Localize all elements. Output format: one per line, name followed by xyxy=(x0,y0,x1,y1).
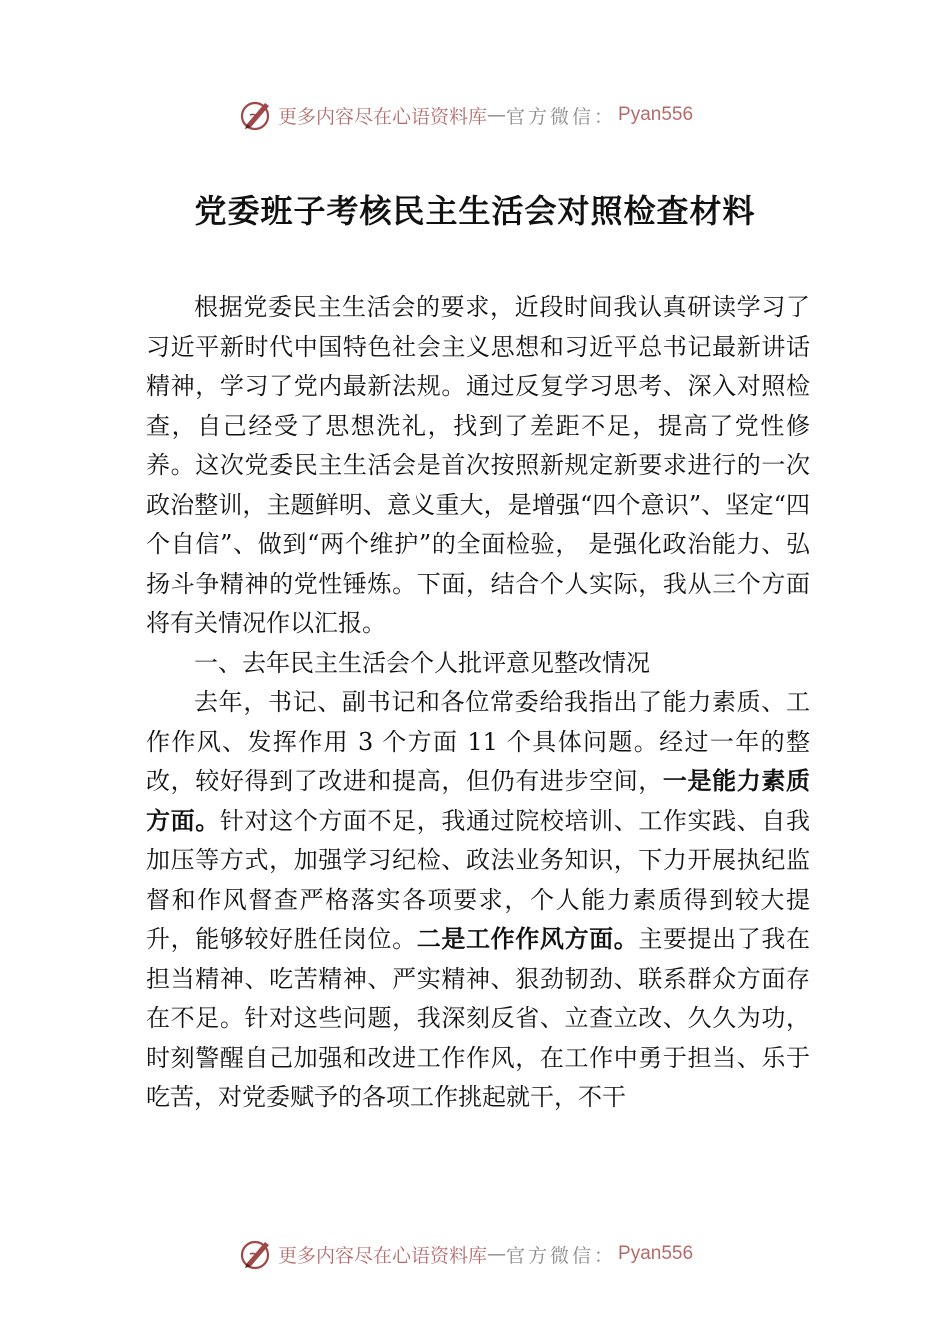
banner-site-name: 更多内容尽在心语资料库 xyxy=(278,1244,488,1267)
footer-banner xyxy=(0,1234,950,1274)
paragraph-text: 针对这个方面不足，我通过院校培训、工作实践、自我加压等方式，加强学习纪检、政法业务知识，下力开展执纪监督和作风督查严格落实各项要求，个人能力素质得到较大提升，能够较好胜任岗位。 xyxy=(146,806,811,953)
banner-wechat-id: Pyan556 xyxy=(618,104,694,125)
rectification-paragraph xyxy=(146,683,810,1118)
emphasis-work-style: 二是工作作风方面。 xyxy=(416,925,639,953)
banner-wechat-label: 官方微信： xyxy=(506,1244,617,1267)
document-body xyxy=(146,288,810,1118)
paragraph-text: 主要提出了我在担当精神、吃苦精神、严实精神、狠劲韧劲、联系群众方面存在不足。针对这些问题，我深刻反省、立查立改、久久为功，时刻警醒自己加强和改进工作作风，在工作中勇于担当、乐于吃苦，对党委赋予的各项工作挑起就干，不干 xyxy=(146,925,811,1111)
pen-logo-icon xyxy=(238,97,274,133)
banner-separator: — xyxy=(487,104,507,126)
section-heading: 一、去年民主生活会个人批评意见整改情况 xyxy=(194,648,650,677)
intro-paragraph: 根据党委民主生活会的要求，近段时间我认真研读学习了习近平新时代中国特色社会主义思想和习近平总书记最新讲话精神，学习了党内最新法规。通过反复学习思考、深入对照检查，自己经受了思想洗礼，找到了差距不足，提高了党性修养。这次党委民主生活会是首次按照新规定新要求进行的一次政治整训，主题鲜明、意义重大，是增强“四个意识”、坚定“四个自信”、做到“两个维护”的全面检验， 是强化政治能力、弘扬斗争精神的党性锤炼。下面，结合个人实际，我从三个方面将有关情况作以汇报。 xyxy=(146,293,810,637)
banner-wechat-label: 官方微信： xyxy=(506,105,617,128)
header-banner xyxy=(0,95,950,135)
emphasis-ability: 一是能力素质方面。 xyxy=(146,767,810,835)
banner-site-name: 更多内容尽在心语资料库 xyxy=(278,105,488,128)
paragraph-text: 去年，书记、副书记和各位常委给我指出了能力素质、工作作风、发挥作用 3 个方面 11 个具体问题。经过一年的整改，较好得到了改进和提高，但仍有进步空间， xyxy=(146,688,810,795)
pen-logo-icon xyxy=(238,1236,274,1272)
banner-wechat-id: Pyan556 xyxy=(618,1243,694,1264)
document-title: 党委班子考核民主生活会对照检查材料 xyxy=(194,192,756,230)
banner-separator: — xyxy=(487,1243,507,1265)
